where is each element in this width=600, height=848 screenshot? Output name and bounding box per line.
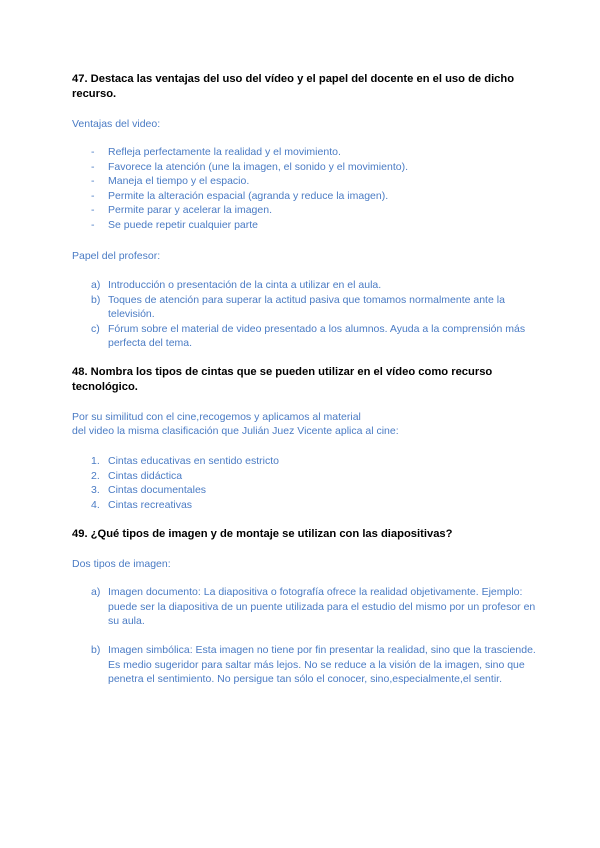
list-item: [72, 585, 540, 629]
bullet-marker: -: [91, 189, 95, 202]
list-item: [72, 483, 540, 498]
papel-list: [72, 278, 540, 351]
bullet-marker: -: [91, 204, 95, 216]
ventajas-heading: Ventajas del video:: [72, 118, 161, 130]
list-marker: a): [91, 586, 101, 598]
list-marker: b): [91, 644, 101, 656]
list-marker: c): [91, 322, 100, 335]
tipos-intro-line2: del video la misma clasificación que Julián Juez Vicente aplica al cine:: [72, 425, 399, 437]
question-47-title: 47. Destaca las ventajas del uso del vídeo y el papel del docente en el uso de dicho recurso.: [72, 73, 515, 100]
list-item-text: Refleja perfectamente la realidad y el movimiento.: [108, 146, 341, 158]
list-marker: 3.: [91, 484, 100, 496]
list-marker: b): [91, 293, 101, 306]
list-item: [72, 218, 540, 233]
list-item: [72, 643, 540, 687]
list-item: [72, 160, 540, 175]
tipos-intro-line1: Por su similitud con el cine,recogemos y aplicamos al material: [72, 411, 361, 423]
bullet-marker: -: [91, 218, 95, 231]
bullet-marker: -: [91, 160, 95, 173]
list-item-text: Cintas didáctica: [108, 469, 183, 482]
imagen-heading: Dos tipos de imagen:: [72, 558, 171, 570]
list-item: [72, 203, 540, 218]
list-item-text: Se puede repetir cualquier parte: [108, 218, 259, 231]
list-item-text: Cintas recreativas: [108, 498, 193, 511]
list-item: [72, 322, 540, 351]
list-item: [72, 454, 540, 469]
list-marker: a): [91, 279, 101, 291]
tipos-list: [72, 454, 540, 512]
list-item: [72, 498, 540, 513]
list-item-text: Permite parar y acelerar la imagen.: [108, 204, 272, 216]
list-item-text: Favorece la atención (une la imagen, el sonido y el movimiento).: [108, 160, 408, 173]
list-item: [72, 293, 540, 322]
list-item-text: Cintas documentales: [108, 484, 207, 496]
list-marker: 4.: [91, 498, 100, 511]
list-item-text: Imagen documento: La diapositiva o fotografía ofrece la realidad objetivamente. Ejemplo: puede ser la diapositiva de un puente utilizada para el estudio del mismo por un profesor en su aula.: [108, 586, 536, 627]
list-item-text: Introducción o presentación de la cinta a utilizar en el aula.: [108, 279, 382, 291]
list-item-text: Permite la alteración espacial (agranda y reduce la imagen).: [108, 189, 389, 202]
list-item-text: Fórum sobre el material de video presentado a los alumnos. Ayuda a la comprensión más perfecta del tema.: [108, 322, 526, 349]
imagen-list: [72, 585, 540, 629]
list-item: [72, 174, 540, 189]
bullet-marker: -: [91, 175, 95, 187]
list-marker: 2.: [91, 469, 100, 482]
list-item: [72, 189, 540, 204]
list-item-text: Cintas educativas en sentido estricto: [108, 455, 280, 467]
question-48-title: 48. Nombra los tipos de cintas que se pueden utilizar en el vídeo como recurso tecnológico.: [72, 366, 493, 393]
list-item: [72, 469, 540, 484]
ventajas-list: [72, 145, 540, 232]
list-item-text: Toques de atención para superar la actitud pasiva que tomamos normalmente ante la televisión.: [108, 293, 505, 320]
papel-heading: Papel del profesor:: [72, 250, 161, 262]
list-item: [72, 145, 540, 160]
list-marker: 1.: [91, 455, 100, 467]
list-item-text: Maneja el tiempo y el espacio.: [108, 175, 250, 187]
imagen-list-b: [72, 643, 540, 687]
bullet-marker: -: [91, 146, 95, 158]
question-49-title: 49. ¿Qué tipos de imagen y de montaje se utilizan con las diapositivas?: [72, 528, 453, 540]
list-item: [72, 278, 540, 293]
list-item-text: Imagen simbólica: Esta imagen no tiene por fin presentar la realidad, sino que la trasciende. Es medio sugeridor para saltar más lejos. No se reduce a la visión de la imagen, sino que penetra el sentimiento. No persigue tan sólo el conocer, sino,especialmente,el sentir.: [108, 644, 536, 685]
